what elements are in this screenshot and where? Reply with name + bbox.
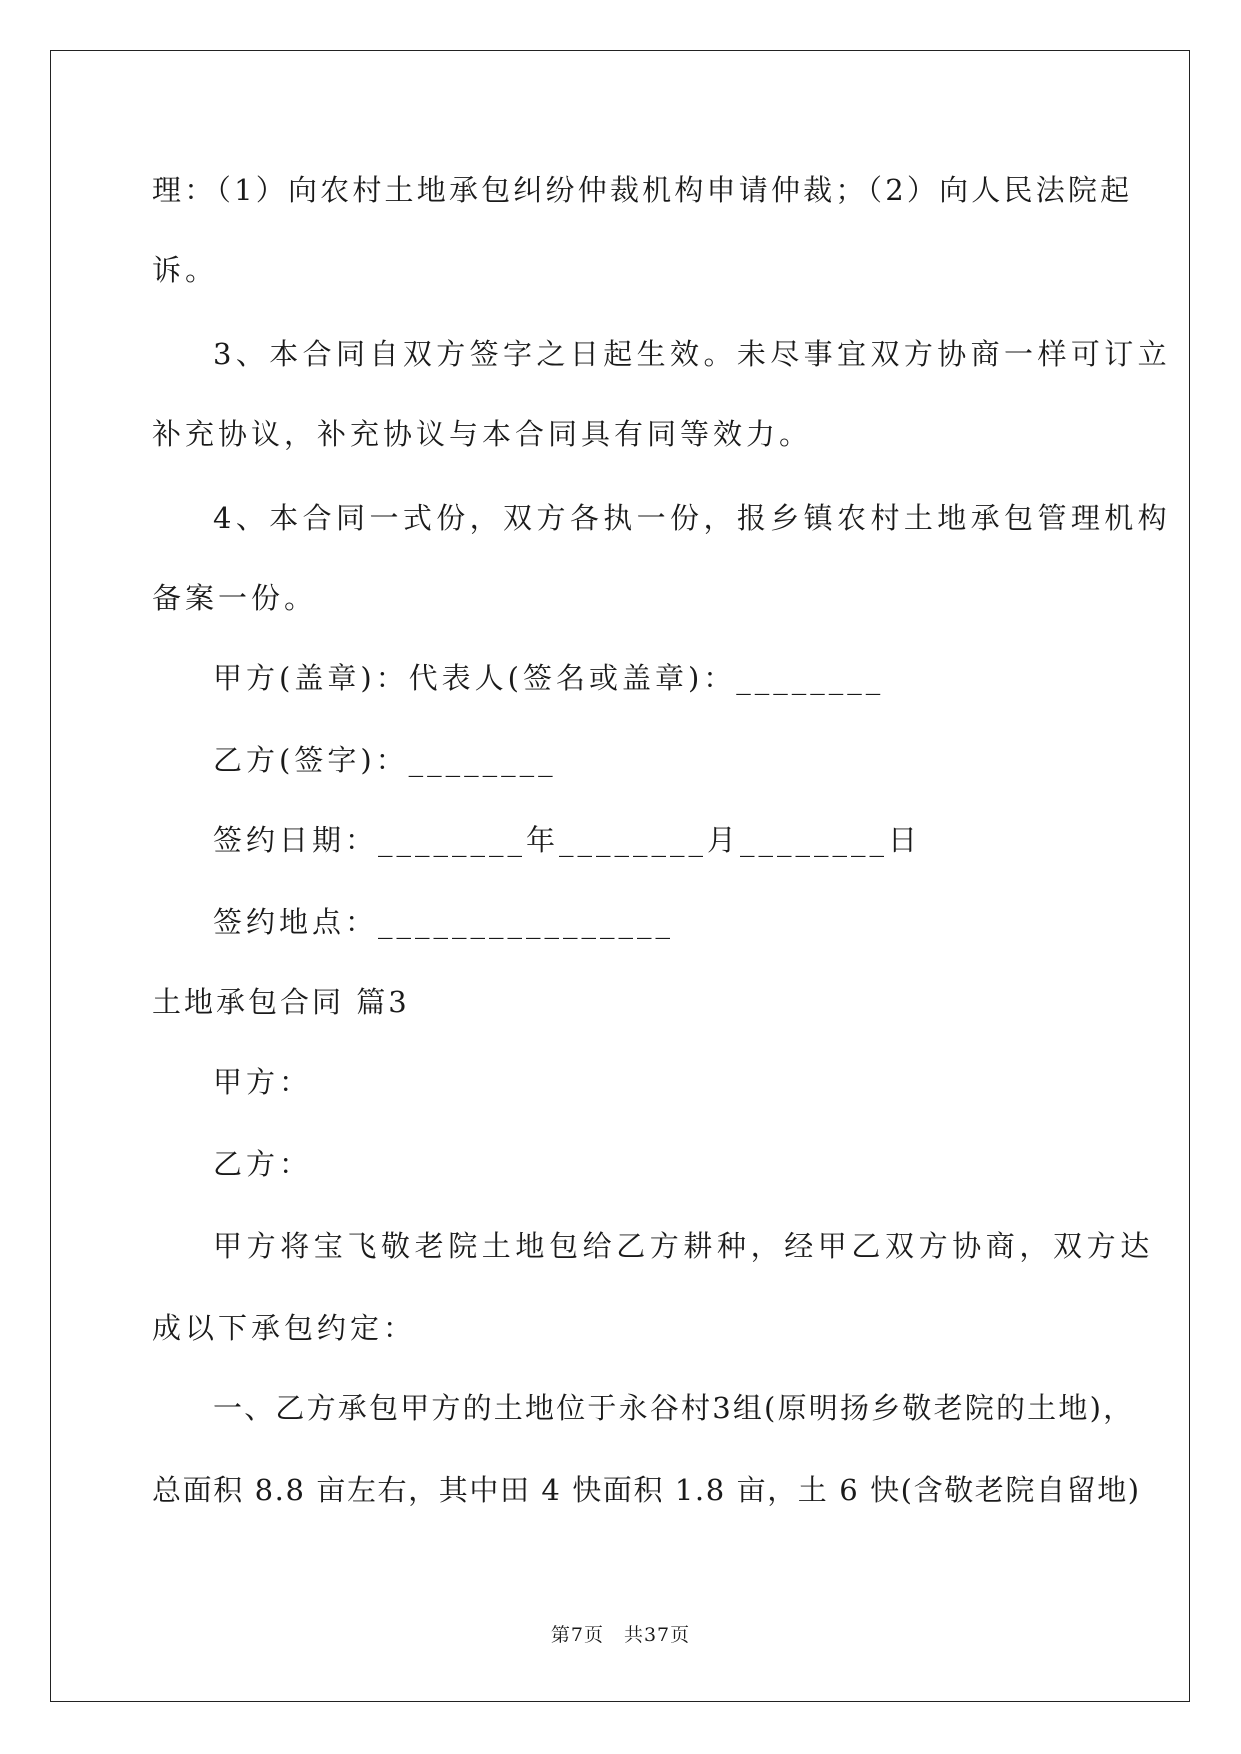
- text-line: 诉。: [152, 253, 219, 287]
- signing-place-line: 签约地点：________________: [213, 905, 675, 939]
- text-line: 备案一份。: [152, 581, 318, 615]
- text-line: 4、本合同一式份，双方各执一份，报乡镇农村土地承包管理机构: [213, 501, 1172, 535]
- text-line: 总面积 8.8 亩左右，其中田 4 快面积 1.8 亩，土 6 快(含敬老院自留地): [152, 1473, 1141, 1507]
- party-b-label: 乙方：: [213, 1147, 313, 1181]
- signature-line-party-a: 甲方(盖章)：代表人(签名或盖章)：________: [213, 661, 885, 695]
- section-heading: 土地承包合同 篇3: [152, 985, 410, 1019]
- signing-date-line: 签约日期：________年________月________日: [213, 823, 922, 857]
- text-line: 补充协议，补充协议与本合同具有同等效力。: [152, 417, 813, 451]
- text-line: 理：（1）向农村土地承包纠纷仲裁机构申请仲裁；（2）向人民法院起: [152, 173, 1133, 207]
- text-line: 3、本合同自双方签字之日起生效。未尽事宜双方协商一样可订立: [213, 337, 1172, 371]
- party-a-label: 甲方：: [213, 1065, 313, 1099]
- text-line: 一、乙方承包甲方的土地位于永谷村3组(原明扬乡敬老院的土地)，: [213, 1391, 1135, 1425]
- signature-line-party-b: 乙方(签字)：________: [213, 743, 557, 777]
- text-line: 成以下承包约定：: [152, 1311, 417, 1345]
- text-line: 甲方将宝飞敬老院土地包给乙方耕种，经甲乙双方协商，双方达: [213, 1229, 1154, 1263]
- page-footer: 第7页 共37页: [550, 1624, 691, 1646]
- page-border: [50, 50, 1190, 1702]
